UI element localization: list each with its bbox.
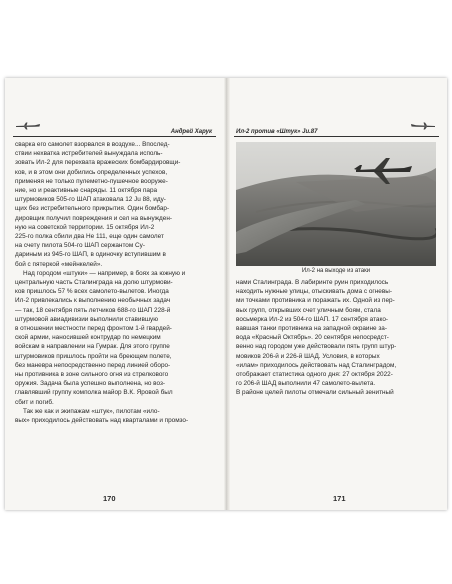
text-line: штурмовой авиадивизии выполнили ставившую bbox=[15, 315, 158, 323]
text-line: в отношении местности перед фронтом 1-й гвардей- bbox=[15, 325, 172, 333]
right-page-number: 171 bbox=[333, 494, 346, 503]
aircraft-photo bbox=[236, 142, 436, 266]
text-line: дариным из 945-го ШАП, в одиночку вступившим в bbox=[15, 251, 166, 259]
text-line: оружия. Задача была успешно выполнена, но воз- bbox=[15, 380, 166, 388]
text-line: ствии нехватка истребителей вынуждала исполь- bbox=[15, 150, 163, 158]
left-page-header-text: Андрей Харук bbox=[170, 129, 212, 135]
text-line: штурмовиков пришлось пройти на бреющем полете, bbox=[15, 352, 172, 360]
book-spread bbox=[5, 78, 447, 510]
text-line: зовать Ил-2 для перехвата вражеских бомбардировщи- bbox=[15, 159, 181, 167]
text-line: го 206-й ШАД выполнили 47 самолето-вылета. bbox=[236, 380, 376, 388]
left-page-number: 170 bbox=[103, 494, 116, 503]
text-line: главлявший группу комполка майор В.К. Яровой был bbox=[15, 389, 173, 397]
left-page-text bbox=[15, 140, 212, 425]
text-line: применяя не только пулеметно-пушечное вооруже- bbox=[15, 177, 168, 185]
text-line: восьмерка Ил-2 из 504-го ШАП. 17 сентября атако- bbox=[236, 315, 389, 323]
text-line: без маневра непосредственно перед линией оборо- bbox=[15, 361, 171, 369]
plane-silhouette-icon bbox=[410, 122, 436, 129]
text-line: бой с пятеркой «мейнкелей». bbox=[15, 260, 103, 268]
text-line: ков пришлось 57 % всех самолето-вылетов. Иногда bbox=[15, 288, 169, 296]
text-line: щих без истребительного прикрытия. Один бомбар- bbox=[15, 205, 170, 213]
text-line: — так, 18 сентября пять летчиков 688-го ШАП 228-й bbox=[15, 306, 171, 314]
text-line: сварка его самолет взорвался в воздухе... Впослед- bbox=[15, 141, 170, 148]
text-line: вых групп, открывших счет уличным боям, стала bbox=[236, 306, 381, 314]
text-line: вых» приходилось действовать над кварталами и промзо- bbox=[15, 417, 189, 425]
right-page-header-text: Ил-2 против «Штук» Ju.87 bbox=[236, 129, 318, 135]
text-line: центральную часть Сталинграда на долю штурмови- bbox=[15, 279, 173, 287]
text-line: Над городом «штуки» — например, в боях за южную и bbox=[23, 269, 186, 277]
plane-silhouette-icon bbox=[15, 122, 41, 129]
text-line: «илам» приходилось действовать над Сталинградом, bbox=[236, 361, 397, 369]
text-line: ков, и в этом они добились определенных успехов, bbox=[15, 168, 168, 176]
text-line: вода «Красный Октябрь». 20 сентября непосредст- bbox=[236, 334, 389, 342]
text-line: нами Сталинграда. В лабиринте руин приходилось bbox=[236, 279, 389, 286]
text-line: ную на советской территории. 15 октября Ил-2 bbox=[15, 223, 155, 231]
text-line: находить нужные улицы, отыскивать дома с огневы- bbox=[236, 288, 392, 296]
text-line: вавшая танки противника на западной окраине за- bbox=[236, 325, 387, 333]
text-line: ской армии, наносившей контрудар по немецким bbox=[15, 334, 161, 342]
right-page bbox=[230, 78, 447, 510]
text-line: войскам в направлении на Гумрак. Для этого группе bbox=[15, 343, 170, 351]
text-line: В районе целей пилоты отмечали сильный зенитный bbox=[236, 389, 394, 397]
text-line: ны противника в зоне сильного огня из стрелкового bbox=[15, 371, 169, 379]
left-page bbox=[5, 78, 224, 510]
text-line: дировщик получил повреждения и сел на вынужден- bbox=[15, 214, 172, 222]
text-line: Так же как и экипажам «штук», пилотам «ило- bbox=[23, 407, 160, 415]
text-line: Ил-2 привлекались к выполнению необычных задач bbox=[15, 297, 171, 305]
left-page-header bbox=[13, 125, 216, 137]
text-line: отображает статистика одного дня: 27 октября 2022- bbox=[236, 371, 393, 379]
text-line: 225-го полка сбили два He 111, еще один самолет bbox=[15, 233, 164, 241]
text-line: штурмовиков 505-го ШАП атаковала 12 Ju 88, иду- bbox=[15, 196, 166, 204]
right-page-header bbox=[234, 125, 439, 137]
text-line: сбит и погиб. bbox=[15, 398, 54, 406]
text-line: венно над городом уже действовали пять групп штур- bbox=[236, 343, 397, 351]
text-line: на счету пилота 504-го ШАП сержантом Су- bbox=[15, 242, 145, 250]
photo-caption: Ил-2 на выходе из атаки bbox=[301, 268, 371, 274]
text-line: ми точками противника и поражать их. Одной из пер- bbox=[236, 297, 395, 305]
text-line: ние, но и реактивные снаряды. 11 октября пара bbox=[15, 187, 158, 195]
text-line: мовиков 206-й и 226-й ШАД. Условия, в которых bbox=[236, 352, 380, 360]
right-page-text bbox=[236, 278, 437, 398]
